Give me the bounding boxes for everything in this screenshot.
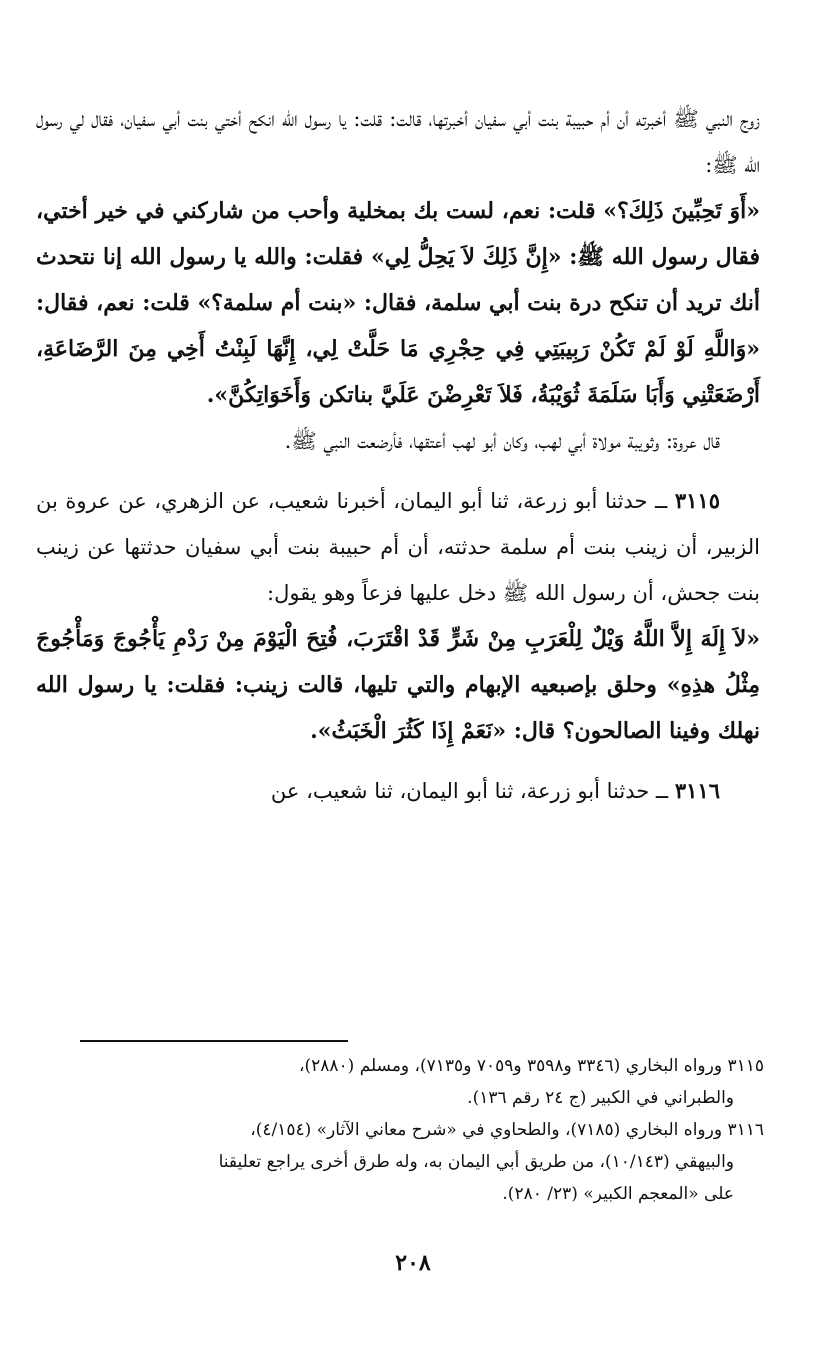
hadith-quote-1: «أَوَ تَحِبِّينَ ذَلِكَ؟» قلت: نعم، لست بك بمخلية وأحب من شاركني في خير أختي، فقال رسول الله ﷺ: «إِنَّ ذَلِكَ لاَ يَحِلُّ لِي» فقلت: والله يا رسول الله إنا نتحدث أنك تريد أن تنكح درة بنت أبي سلمة، فقال: «بنت أم سلمة؟» قلت: نعم، فقال: «وَاللَّهِ لَوْ لَمْ تَكُنْ رَبِيبَتِي فِي حِجْرِي مَا حَلَّتْ لِي، إِنَّهَا لَبِنْتُ أَخِي مِنَ الرَّضَاعَةِ، أَرْضَعَتْنِي وَأَبَا سَلَمَةَ ثُوَيْبَةُ، فَلاَ تَعْرِضْنَ عَلَيَّ بناتكن وَأَخَوَاتِكُنَّ». bbox=[36, 198, 760, 408]
main-text bbox=[36, 96, 760, 814]
hadith-3116-text: ــ حدثنا أبو زرعة، ثنا أبو اليمان، ثنا شعيب، عن bbox=[270, 779, 675, 803]
paragraph-urwa: قال عروة: وثويبة مولاة أبي لهب، وكان أبو لهب أعتقها، فأرضعت النبي ﷺ. bbox=[284, 429, 720, 453]
hadith-3116-isnad bbox=[36, 768, 760, 814]
footnotes bbox=[40, 1050, 764, 1210]
footnote-3116-line1: ٣١١٦ ورواه البخاري (٧١٨٥)، والطحاوي في «شرح معاني الآثار» (٤/١٥٤)، bbox=[250, 1120, 764, 1140]
hadith-3115-text: ــ حدثنا أبو زرعة، ثنا أبو اليمان، أخبرنا شعيب، عن الزهري، عن عروة بن الزبير، أن زينب بنت أم سلمة حدثته، أن أم حبيبة بنت أبي سفيان حدثتها عن زينب بنت جحش، أن رسول الله ﷺ دخل عليها فزعاً وهو يقول: bbox=[36, 489, 760, 605]
footnote-3116-line2: والبيهقي (١٠/١٤٣)، من طريق أبي اليمان به، وله طرق أخرى يراجع تعليقنا bbox=[218, 1152, 734, 1172]
hadith-quote-2: «لاَ إِلَهَ إِلاَّ اللَّهُ وَيْلٌ لِلْعَرَبِ مِنْ شَرٍّ قَدْ اقْتَرَبَ، فُتِحَ الْيَوْمَ مِنْ رَدْمِ يَأْجُوجَ وَمَأْجُوجَ مِثْلُ هذِهِ» وحلق بإصبعيه الإبهام والتي تليها، قالت زينب: فقلت: يا رسول الله نهلك وفينا الصالحون؟ قال: «نَعَمْ إِذَا كَثُرَ الْخَبَثُ». bbox=[36, 626, 760, 744]
hadith-3115-isnad bbox=[36, 478, 760, 616]
footnote-3116-line3: على «المعجم الكبير» (٢٣/ ٢٨٠). bbox=[502, 1184, 734, 1204]
page-number: ٢٠٨ bbox=[395, 1250, 431, 1276]
hadith-number-3115: ٣١١٥ bbox=[674, 488, 720, 513]
footnote-3115-line2: والطبراني في الكبير (ج ٢٤ رقم ١٣٦). bbox=[467, 1088, 734, 1108]
footnote-3115-line1: ٣١١٥ ورواه البخاري (٣٣٤٦ و٣٥٩٨ و٧٠٥٩ و٧١٣٥)، ومسلم (٢٨٨٠)، bbox=[299, 1056, 764, 1076]
hadith-number-3116: ٣١١٦ bbox=[674, 778, 720, 803]
paragraph-intro: زوج النبي ﷺ أخبرته أن أم حبيبة بنت أبي سفيان أخبرتها، قالت: قلت: يا رسول الله انكح أختي بنت أبي سفيان، فقال لي رسول الله ﷺ: bbox=[36, 107, 760, 177]
footnote-divider bbox=[80, 1040, 348, 1042]
